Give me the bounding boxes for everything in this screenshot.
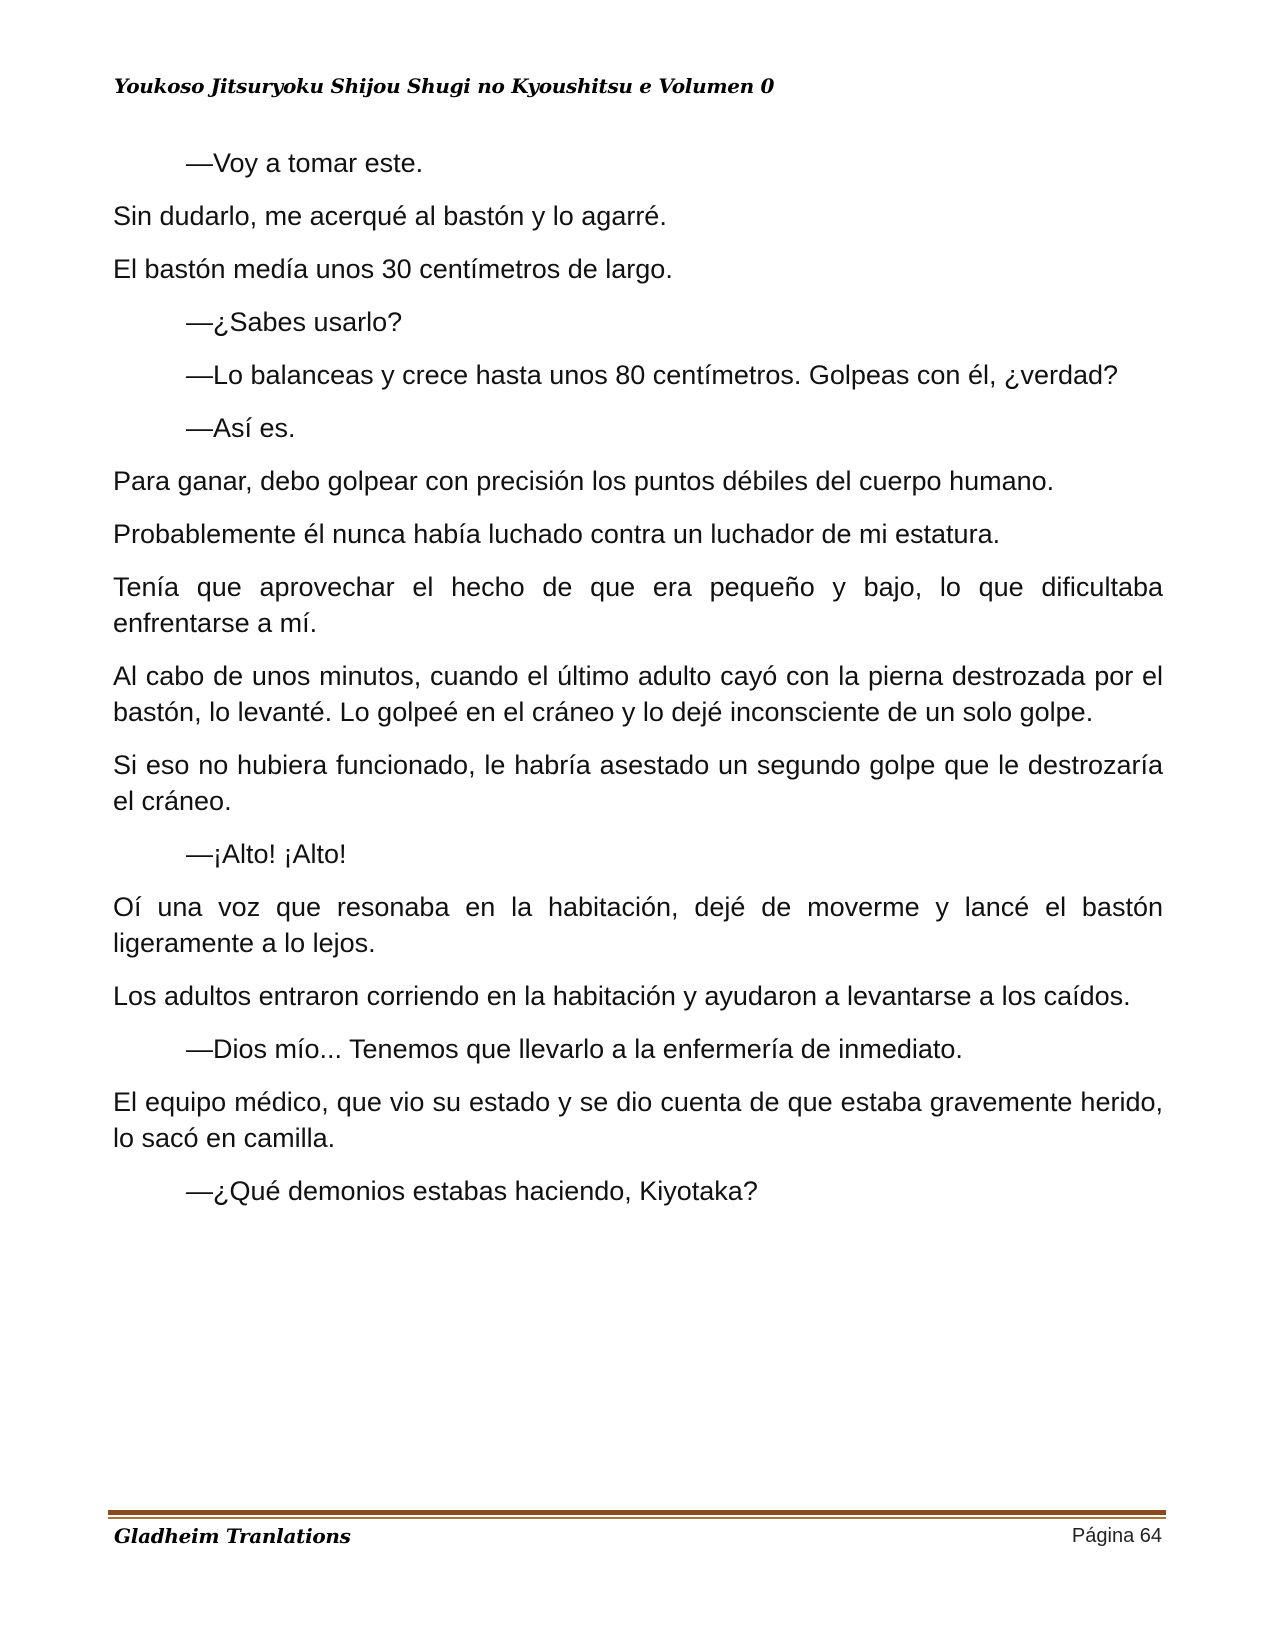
paragraph-dialog: —Lo balanceas y crece hasta unos 80 centímetros. Golpeas con él, ¿verdad? [186, 360, 1119, 390]
paragraph: Sin dudarlo, me acerqué al bastón y lo agarré. [113, 201, 667, 231]
paragraph: Oí una voz que resonaba en la habitación, dejé de moverme y lancé el bastón ligeramente a lo lejos. [113, 892, 1163, 958]
paragraph: El equipo médico, que vio su estado y se dio cuenta de que estaba gravemente herido, lo sacó en camilla. [113, 1087, 1163, 1153]
paragraph-dialog: —Así es. [186, 413, 296, 443]
paragraph: Para ganar, debo golpear con precisión los puntos débiles del cuerpo humano. [113, 466, 1055, 496]
paragraph: El bastón medía unos 30 centímetros de largo. [113, 254, 673, 284]
paragraph-dialog: —¡Alto! ¡Alto! [186, 839, 347, 869]
paragraph-dialog: —¿Sabes usarlo? [186, 307, 403, 337]
paragraph: Probablemente él nunca había luchado contra un luchador de mi estatura. [113, 519, 1001, 549]
footer-publisher: Gladheim Tranlations [114, 1524, 351, 1548]
paragraph: Al cabo de unos minutos, cuando el último adulto cayó con la pierna destrozada por el bastón, lo levanté. Lo golpeé en el cráneo y lo dejé inconsciente de un solo golpe. [113, 661, 1163, 727]
paragraph: Los adultos entraron corriendo en la habitación y ayudaron a levantarse a los caídos. [113, 981, 1131, 1011]
paragraph: Tenía que aprovechar el hecho de que era pequeño y bajo, lo que dificultaba enfrentarse a mí. [113, 572, 1163, 638]
paragraph: Si eso no hubiera funcionado, le habría asestado un segundo golpe que le destrozaría el cráneo. [113, 750, 1163, 816]
footer-divider [108, 1510, 1166, 1519]
running-header: Youkoso Jitsuryoku Shijou Shugi no Kyoushitsu e Volumen 0 [114, 74, 775, 98]
page-number: Página 64 [1071, 1525, 1162, 1547]
body-text [113, 145, 1163, 1226]
paragraph-dialog: —Voy a tomar este. [186, 148, 424, 178]
paragraph-dialog: —¿Qué demonios estabas haciendo, Kiyotaka? [186, 1176, 758, 1206]
paragraph-dialog: —Dios mío... Tenemos que llevarlo a la enfermería de inmediato. [186, 1034, 963, 1064]
